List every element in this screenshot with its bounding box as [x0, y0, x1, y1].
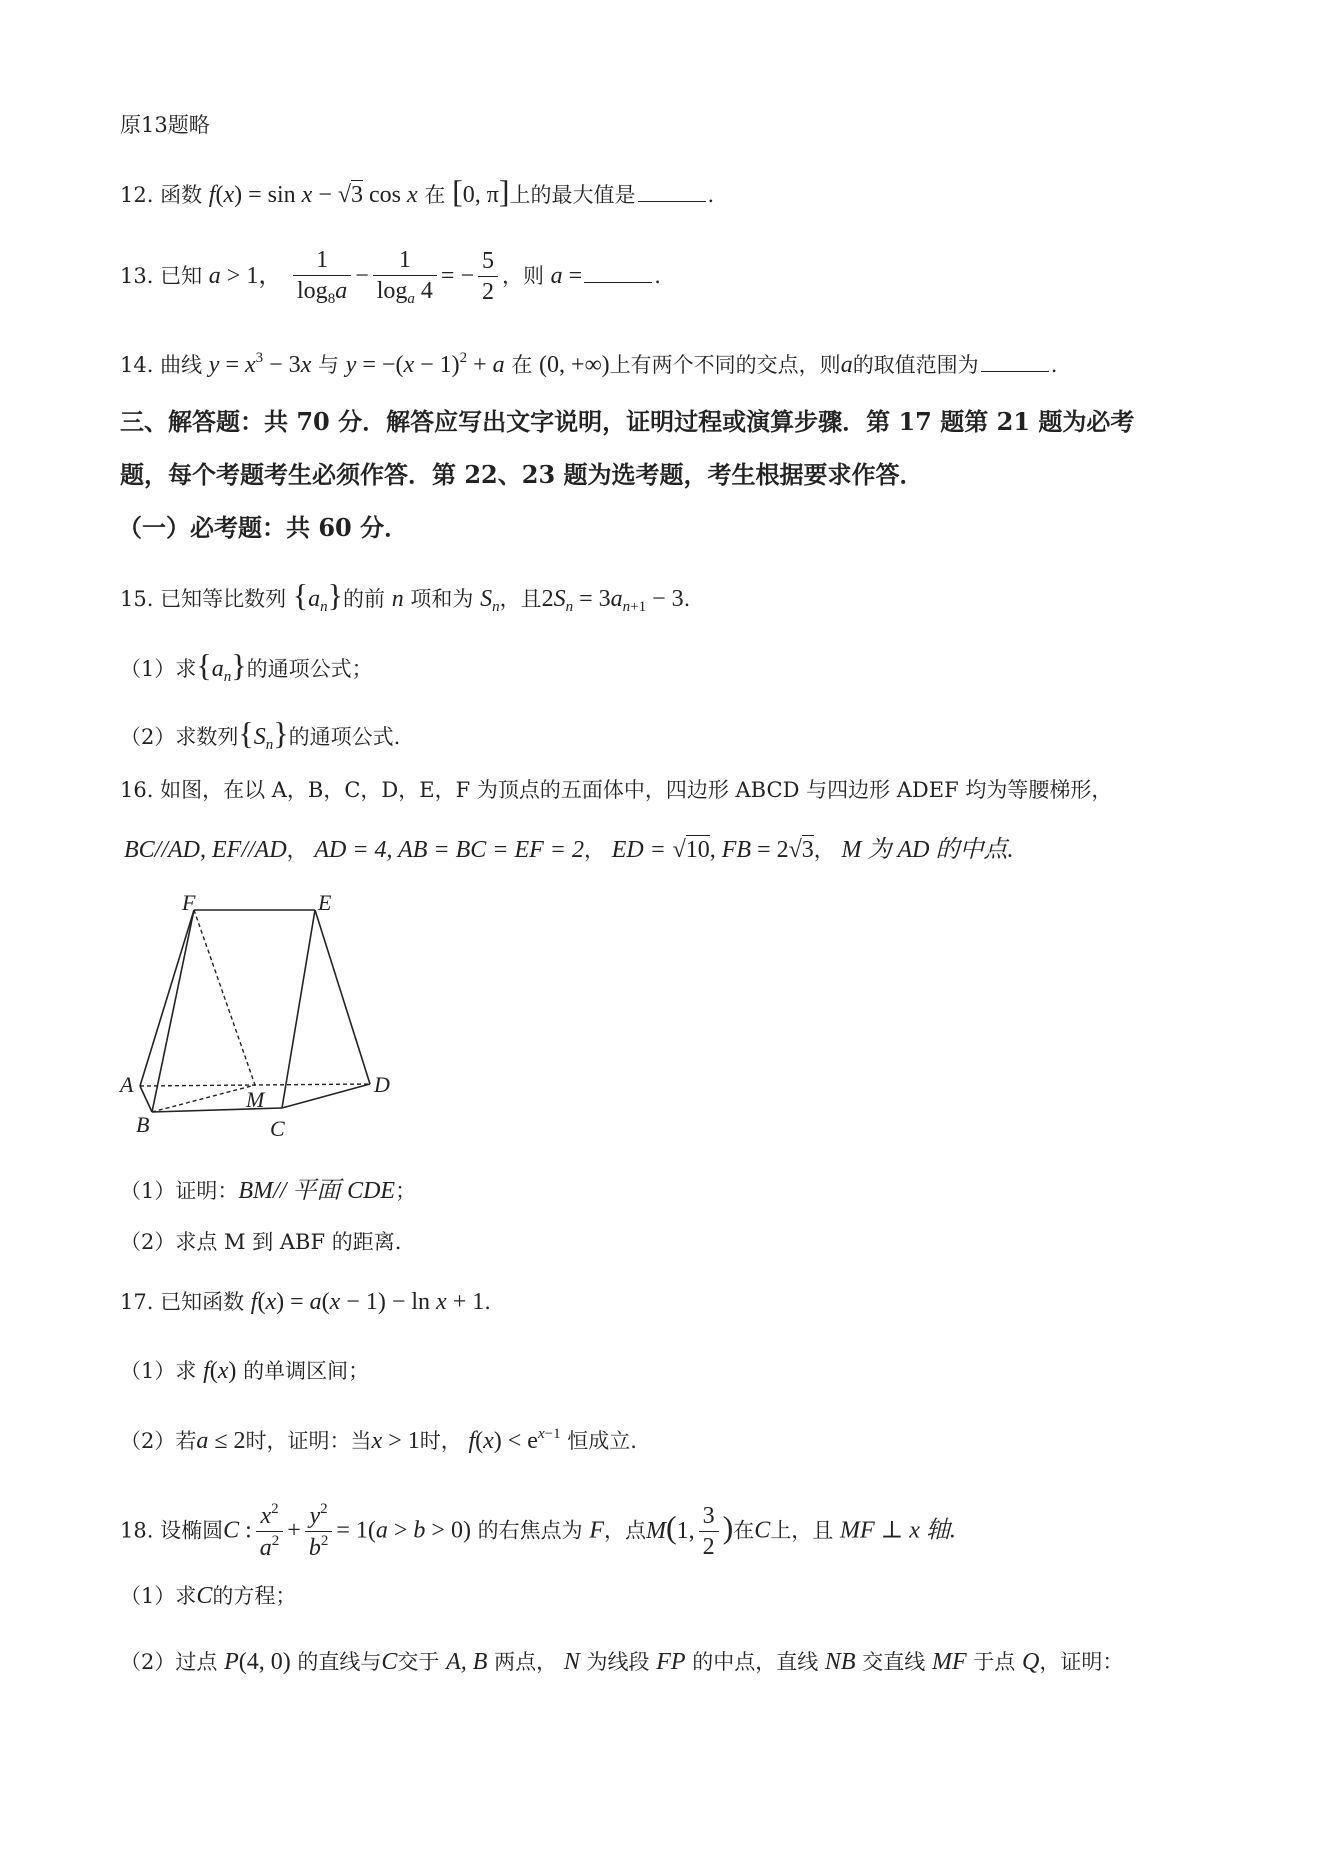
- q12-answer-blank[interactable]: [638, 183, 706, 202]
- q16-line1-text: 如图，在以 A，B，C，D，E，F 为顶点的五面体中，四边形 ABCD 与四边形 ADEF 均为等腰梯形，: [160, 778, 1113, 802]
- question-12: 12. 函数 f(x) = sin x − √3 cos x 在 [0, π]上的最大值是 .: [120, 173, 715, 209]
- q13-fraction-2: $\frac{1}{\log_a 4}$: [373, 245, 437, 310]
- q18-text-focus: 的右焦点为: [477, 1518, 583, 1543]
- q15-sn: $S_n$: [480, 586, 500, 615]
- q18-sub2-q: Q: [1021, 1649, 1040, 1675]
- q14-interval: (0, +∞): [539, 352, 610, 378]
- q18-ellipse: C :: [223, 1517, 252, 1544]
- section3-part1: [118, 514, 408, 543]
- q18-sub2: [120, 1648, 1123, 1677]
- q18-text: 设椭圆: [160, 1518, 224, 1543]
- q13-condition: a > 1，: [208, 262, 283, 289]
- q18-sub2-label: （2）过点: [120, 1650, 218, 1674]
- q16-sub1-text: BM// 平面: [238, 1178, 341, 1204]
- q17-sub1-text: 的单调区间；: [243, 1359, 370, 1383]
- q17-sub2-text3: 恒成立.: [567, 1429, 637, 1453]
- label-A: A: [120, 1072, 134, 1097]
- edge-FB: [152, 910, 194, 1112]
- q15-text-first: 的前: [343, 587, 385, 611]
- q17-sub2-text: 时，证明：当: [245, 1429, 372, 1453]
- q17-function: f(x) = a(x − 1) − ln x + 1: [250, 1289, 485, 1315]
- q18-sub2-text: 的直线与: [297, 1650, 382, 1674]
- q13-fraction-3: $\frac{5}{2}$: [478, 246, 498, 308]
- q14-var: a: [840, 352, 853, 378]
- q15-sub2-text: 的通项公式.: [288, 725, 401, 749]
- q13-number: 13.: [120, 263, 154, 288]
- q12-text-max: 上的最大值是: [509, 183, 636, 207]
- question-17: 17. 已知函数 f(x) = a(x − 1) − ln x + 1.: [120, 1289, 491, 1315]
- q14-answer-blank[interactable]: [981, 353, 1049, 372]
- q18-frac-x: $\frac{x^2}{a^2}$: [256, 1500, 284, 1564]
- question-14: 14. 曲线 $y = x^3 - 3x$ 与 $y = -(x - 1)^2 + a$ 在 (0, +∞)上有两个不同的交点，则a的取值范围为 .: [120, 350, 1058, 378]
- q18-sub2-ab: A, B: [446, 1649, 488, 1675]
- q13-text: 已知: [160, 263, 203, 288]
- q16-sub1-label: （1）证明：: [120, 1179, 239, 1203]
- q17-sub1: [120, 1357, 369, 1386]
- q17-sub1-label: （1）求: [120, 1359, 197, 1383]
- q12-interval: [0, π]: [452, 173, 510, 209]
- q18-sub2-fp: FP: [656, 1649, 686, 1675]
- q16-number: 16.: [120, 778, 154, 802]
- label-M: M: [246, 1087, 265, 1112]
- q14-number: 14.: [120, 353, 154, 377]
- q14-text-intersect: 上有两个不同的交点，则: [609, 353, 841, 377]
- q16-sub2-text: （2）求点 M 到 ABF 的距离.: [120, 1230, 402, 1254]
- question-15: 15. 已知等比数列 $\{a_n\}$的前 n 项和为 $S_n$，且$2S_n = 3a_{n+1} - 3$.: [120, 577, 691, 615]
- section3-heading-line2: [120, 461, 924, 490]
- question-13: 13. 已知 a > 1， $\frac{1}{\log_8a}$ − $\frac{1}{\log_a 4}$ = − $\frac{5}{2}$ ，则 a = .: [120, 245, 661, 310]
- q18-sub2-c: C: [381, 1649, 398, 1675]
- q16-ed-label: ED =: [611, 837, 666, 863]
- q18-sub1-c: C: [196, 1583, 213, 1609]
- q18-sub2-nb: NB: [824, 1649, 856, 1675]
- q18-sub2-text8: ，证明：: [1039, 1650, 1124, 1674]
- label-B: B: [136, 1112, 150, 1137]
- q15-relation: $2S_n = 3a_{n+1} - 3$: [541, 586, 684, 615]
- q17-sub2-x: x > 1: [371, 1428, 420, 1454]
- question-18: 18. 设椭圆C : $\frac{x^2}{a^2}$ + $\frac{y^2}{b^2}$ = 1(a > b > 0) 的右焦点为 F，点M(1, $\frac{3}{2}$ )在C上，且 MF ⊥ x 轴.: [120, 1500, 956, 1564]
- q16-parallel: BC//AD, EF//AD: [124, 837, 287, 863]
- q12-number: 12.: [120, 183, 154, 207]
- edge-EC: [282, 910, 315, 1108]
- q15-sub1-sequence: $\{a_n\}$: [196, 647, 247, 685]
- q18-sub2-text2: 交于: [397, 1650, 440, 1674]
- q17-sub2-label: （2）若: [120, 1429, 197, 1453]
- q17-sub1-fx: f(x): [203, 1358, 237, 1384]
- q17-text: 已知函数: [160, 1290, 245, 1314]
- q17-sub2-text2: 时，: [419, 1429, 462, 1453]
- q15-sub1: [120, 646, 373, 686]
- q18-text-point: ，点: [603, 1518, 646, 1543]
- q18-frac-y: $\frac{y^2}{b^2}$: [305, 1500, 333, 1564]
- hidden-edge-FM: [194, 910, 255, 1085]
- q12-text: 函数: [160, 183, 203, 207]
- q13-answer-blank[interactable]: [584, 264, 652, 283]
- q15-sequence: $\{a_n\}$: [292, 577, 343, 615]
- q15-sub2: [120, 714, 400, 754]
- q18-sub2-p: P(4, 0): [224, 1649, 291, 1675]
- q14-curve-1: $y = x^3 - 3x$: [208, 350, 312, 378]
- q16-sub1: （1）证明：BM// 平面 CDE；: [120, 1178, 417, 1204]
- q12-formula: f(x) = sin x − √3 cos x: [208, 182, 418, 208]
- q13-var: a =: [550, 262, 583, 289]
- q17-sub2-cond: a ≤ 2: [196, 1428, 246, 1454]
- q18-number: 18.: [120, 1518, 154, 1543]
- q18-f: F: [589, 1517, 604, 1544]
- q15-number: 15.: [120, 587, 154, 611]
- q16-midpoint: M 为 AD 的中点.: [841, 837, 1014, 863]
- q18-point-m: M(1,: [645, 1508, 695, 1545]
- q18-sub1-label: （1）求: [120, 1584, 197, 1608]
- q18-perp: MF ⊥ x 轴.: [840, 1517, 956, 1544]
- q18-sub2-text6: 交直线: [862, 1650, 926, 1674]
- q18-sub1: [120, 1582, 296, 1611]
- q16-lengths: AD = 4, AB = BC = EF = 2: [314, 837, 584, 863]
- q15-n: n: [391, 586, 404, 612]
- q13-text-then: ，则: [501, 263, 544, 288]
- q14-text-in: 在: [511, 353, 533, 377]
- q18-sub1-text: 的方程；: [212, 1584, 297, 1608]
- q18-c: C: [754, 1517, 771, 1544]
- pentahedron-figure: [118, 890, 408, 1140]
- q17-sub2: [120, 1425, 637, 1456]
- q18-sub2-text5: 的中点，直线: [692, 1650, 819, 1674]
- q18-sub2-text3: 两点，: [494, 1650, 558, 1674]
- section3-line2-text: 题，每个考题考生必须作答．第 22、23 题为选考题，考生根据要求作答．: [120, 460, 924, 489]
- q18-sub2-mf: MF: [931, 1649, 967, 1675]
- q15-sub1-label: （1）求: [120, 657, 197, 681]
- edge-ED: [315, 910, 370, 1084]
- label-C: C: [270, 1116, 285, 1140]
- edge-CD: [282, 1084, 370, 1108]
- label-D: D: [374, 1072, 390, 1097]
- q14-text: 曲线: [160, 353, 203, 377]
- q12-text-in: 在: [424, 183, 446, 207]
- q15-sub2-label: （2）求数列: [120, 725, 239, 749]
- q15-sub2-sequence: $\{S_n\}$: [238, 715, 289, 753]
- edge-AB: [140, 1086, 152, 1112]
- q18-text-and: 上，且: [770, 1518, 834, 1543]
- q16-sub2: [120, 1230, 401, 1255]
- q18-frac-32: $\frac{3}{2}$: [699, 1501, 719, 1563]
- section3-part1-text: （一）必考题：共 60 分．: [118, 513, 409, 542]
- q14-text-and: 与: [318, 353, 340, 377]
- q17-number: 17.: [120, 1290, 154, 1314]
- q14-text-range: 的取值范围为: [852, 353, 979, 377]
- q16-line2: BC//AD, EF//AD， AD = 4, AB = BC = EF = 2， ED = √10, FB = 2√3， M 为 AD 的中点.: [124, 837, 1014, 863]
- header-note: [120, 113, 210, 138]
- q18-sub2-n: N: [563, 1649, 580, 1675]
- q18-text-on: 在: [733, 1518, 755, 1543]
- question-16: [120, 778, 1112, 803]
- q18-sub2-text7: 于点: [973, 1650, 1016, 1674]
- q18-sub2-text4: 为线段: [586, 1650, 650, 1674]
- label-F: F: [182, 890, 196, 915]
- q15-sub1-text: 的通项公式；: [246, 657, 373, 681]
- q17-sub2-ineq: $f(x) < e^{x-1}$: [468, 1426, 561, 1454]
- q16-ed-fb: √10, FB = 2√3: [672, 837, 814, 863]
- q14-curve-2: $y = -(x - 1)^2 + a$: [345, 350, 505, 378]
- section3-line1-text: 三、解答题：共 70 分．解答应写出文字说明，证明过程或演算步骤．第 17 题第 21 题为必考: [120, 407, 1135, 436]
- q15-text-sum: 项和为: [410, 587, 474, 611]
- header-note-text: 原13题略: [120, 113, 210, 137]
- q15-text-and: ，且: [499, 587, 542, 611]
- q15-text: 已知等比数列: [160, 587, 287, 611]
- q18-cond: = 1(a > b > 0): [336, 1517, 471, 1544]
- q16-sub1-plane: CDE: [347, 1178, 396, 1204]
- q13-fraction-1: $\frac{1}{\log_8a}$: [293, 245, 351, 310]
- section3-heading-line1: [120, 408, 1134, 437]
- edge-FA: [140, 910, 194, 1086]
- label-E: E: [318, 890, 332, 915]
- hidden-edge-BM: [152, 1085, 255, 1112]
